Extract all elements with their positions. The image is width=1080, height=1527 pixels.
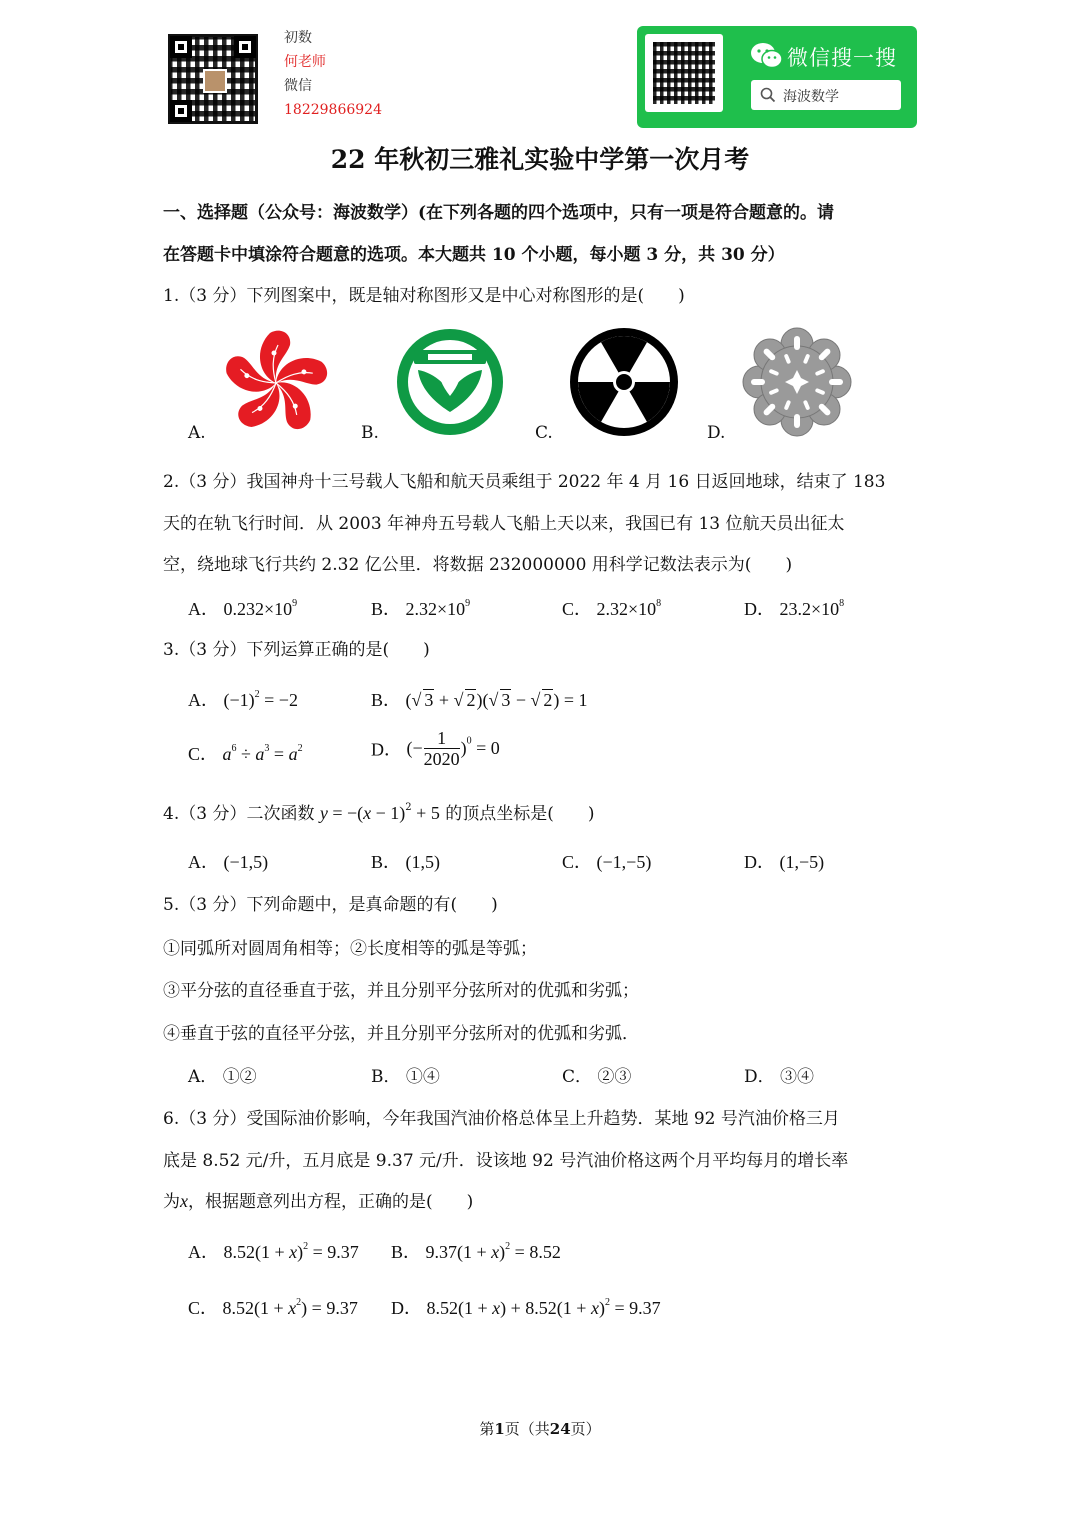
q6-d-exp: 2 <box>604 1297 610 1308</box>
q5-option-d <box>744 1062 814 1087</box>
q2-option-a <box>188 595 297 621</box>
q5-stem: 5.（3 分）下列命题中，是真命题的有( ) <box>163 895 498 915</box>
q3-a-base: (−1) <box>223 690 255 710</box>
q3-c-var-3: a <box>288 744 298 764</box>
qr-code-image <box>168 34 258 124</box>
q3-b-minus: − <box>511 690 531 710</box>
q1-option-a: A. <box>188 423 206 443</box>
q2-option-c-base: 2.32×10 <box>596 599 657 619</box>
gray-ornament-icon <box>741 326 853 438</box>
q3-option-b: B． (√ 3 + √ 2)(√ 3 − √ 2) = 1 <box>371 690 588 710</box>
q4-option-d <box>744 848 824 874</box>
q5-option-a-label: A． <box>188 1067 218 1087</box>
q3-d-denominator: 2020 <box>423 749 460 769</box>
q3-option-b-label: B． <box>371 690 402 710</box>
q6-c-part-1: 8.52(1 + <box>222 1298 289 1318</box>
q3-option-d-label: D． <box>371 739 402 760</box>
q4-eq-1: = −( <box>327 803 364 823</box>
q2-option-d-exp: 8 <box>839 598 845 609</box>
q3-b-root-3: 3 <box>501 690 511 710</box>
q5-option-c-text: ②③ <box>597 1067 632 1087</box>
footer-mid: 页（共 <box>504 1420 550 1438</box>
q2-stem-line-1: 2.（3 分）我国神舟十三号载人飞船和航天员乘组于 2022 年 4 月 16 日返回地球，结束了 183 <box>163 472 886 492</box>
q3-b-rhs: ) = 1 <box>553 690 588 710</box>
q4-option-b-text: (1,5) <box>405 852 441 872</box>
q6-option-c <box>188 1294 358 1320</box>
q1-option-b: B. <box>361 423 379 443</box>
q6-d-part-1: 8.52(1 + <box>426 1298 493 1318</box>
q2-option-b-exp: 9 <box>465 598 471 609</box>
section-header-line-2: 在答题卡中填涂符合题意的选项。本大题共 10 个小题，每小题 3 分，共 30 分） <box>163 245 785 265</box>
q5-option-d-text: ③④ <box>780 1067 815 1087</box>
q6-b-var: x <box>491 1242 500 1262</box>
q1-option-d: D. <box>707 423 726 443</box>
page-title: 22 年秋初三雅礼实验中学第一次月考 <box>330 145 750 174</box>
q3-b-plus: + <box>434 690 454 710</box>
wechat-qr-code <box>653 42 715 104</box>
q6-c-part-2: ) = 9.37 <box>301 1298 358 1318</box>
q4-option-a-label: A． <box>188 852 219 872</box>
q3-d-open: (− <box>406 738 423 758</box>
wechat-search-text: 海波数学 <box>783 89 839 105</box>
q4-var-x: x <box>363 803 372 823</box>
q3-b-mid: )( <box>476 690 489 710</box>
q6-d-part-4: = 9.37 <box>609 1298 661 1318</box>
q6-c-var: x <box>288 1298 297 1318</box>
q6-a-part-1: 8.52(1 + <box>223 1242 290 1262</box>
q3-option-a <box>188 686 298 712</box>
q3-c-var-2: a <box>255 744 265 764</box>
q1-option-c: C. <box>535 423 553 443</box>
q6-stem3-pre: 为 <box>163 1192 180 1212</box>
q4-option-d-label: D． <box>744 852 775 872</box>
q3-c-eq: = <box>269 744 289 764</box>
q4-option-d-text: (1,−5) <box>779 852 825 872</box>
q6-var-x: x <box>180 1191 188 1211</box>
q5-option-a <box>188 1062 257 1087</box>
q3-c-var-1: a <box>222 744 232 764</box>
q3-c-div: ÷ <box>236 744 256 764</box>
q2-option-d <box>744 595 844 621</box>
q3-b-root-1: 3 <box>424 690 434 710</box>
q5-option-c <box>562 1062 631 1087</box>
q6-option-c-label: C． <box>188 1298 219 1318</box>
q6-d-var-2: x <box>590 1298 599 1318</box>
q6-b-part-1: 9.37(1 + <box>425 1242 492 1262</box>
q2-stem-line-3: 空，绕地球飞行共约 2.32 亿公里．将数据 232000000 用科学记数法表示为( ) <box>163 555 793 575</box>
q5-option-b-label: B． <box>371 1067 401 1087</box>
q6-d-part-2: ) + 8.52(1 + <box>500 1298 591 1318</box>
q3-c-exp-2: 3 <box>264 743 270 754</box>
contact-info <box>284 26 382 122</box>
q4-eq-3: + 5 <box>411 803 440 823</box>
bauhinia-flower-icon <box>218 325 334 441</box>
q5-option-b-text: ①④ <box>405 1067 440 1087</box>
q5-option-b <box>371 1062 440 1087</box>
q4-exp: 2 <box>405 802 412 813</box>
q6-option-a <box>188 1238 359 1264</box>
q6-d-part-3: ) <box>598 1298 605 1318</box>
section-header-line-1: 一、选择题（公众号：海波数学）(在下列各题的四个选项中，只有一项是符合题意的。请 <box>163 203 835 223</box>
q2-option-b-base: 2.32×10 <box>405 599 466 619</box>
q4-option-c <box>562 848 651 874</box>
q5-statement-2: ③平分弦的直径垂直于弦，并且分别平分弦所对的优弧和劣弧； <box>163 981 639 1001</box>
q2-option-c-exp: 8 <box>656 598 662 609</box>
q6-stem-line-1: 6.（3 分）受国际油价影响，今年我国汽油价格总体呈上升趋势．某地 92 号汽油价格三月 <box>163 1109 840 1129</box>
q3-d-close: ) <box>460 738 467 758</box>
q6-stem-line-2: 底是 8.52 元/升，五月底是 9.37 元/升．设该地 92 号汽油价格这两个月平均每月的增长率 <box>163 1151 849 1171</box>
contact-teacher: 何老师 <box>284 54 326 70</box>
q3-c-exp-3: 2 <box>297 743 303 754</box>
footer-page-number: 1 <box>494 1420 505 1438</box>
q6-c-exp: 2 <box>296 1297 302 1308</box>
q6-option-b-label: B． <box>391 1242 422 1262</box>
q6-a-part-3: = 9.37 <box>308 1242 359 1262</box>
q6-a-part-2: ) <box>297 1242 304 1262</box>
q3-option-c <box>188 740 303 766</box>
footer-pre: 第 <box>479 1420 495 1438</box>
q6-option-b <box>391 1238 561 1264</box>
wechat-search-title: 微信搜一搜 <box>787 46 897 70</box>
q4-option-c-text: (−1,−5) <box>596 852 652 872</box>
q5-option-c-label: C． <box>562 1067 593 1087</box>
q2-option-a-base: 0.232×10 <box>223 599 293 619</box>
wechat-logo-icon <box>750 42 784 70</box>
q6-b-part-3: = 8.52 <box>510 1242 561 1262</box>
q3-a-rhs: = −2 <box>259 690 298 710</box>
q2-option-d-base: 23.2×10 <box>779 599 840 619</box>
q4-option-a-text: (−1,5) <box>223 852 269 872</box>
q3-option-c-label: C． <box>188 744 219 764</box>
q5-option-a-text: ①② <box>222 1067 257 1087</box>
q4-option-b <box>371 848 440 874</box>
contact-line-1: 初数 <box>284 30 312 46</box>
wechat-search-box[interactable] <box>751 80 901 110</box>
q3-stem: 3.（3 分）下列运算正确的是( ) <box>163 640 430 660</box>
q4-eq-2: − 1) <box>371 803 406 823</box>
q4-option-a <box>188 848 268 874</box>
q2-option-c-label: C． <box>562 599 593 619</box>
wechat-search-banner <box>637 26 917 128</box>
q3-option-a-label: A． <box>188 690 219 710</box>
green-food-logo-icon <box>394 326 506 438</box>
q3-d-rhs: = 0 <box>471 738 500 758</box>
q6-stem3-post: ，根据题意列出方程，正确的是( ) <box>188 1192 474 1212</box>
q6-a-exp: 2 <box>303 1241 309 1252</box>
q6-d-var-1: x <box>492 1298 501 1318</box>
q3-c-exp-1: 6 <box>231 743 237 754</box>
q6-a-var: x <box>289 1242 298 1262</box>
q6-b-exp: 2 <box>505 1241 511 1252</box>
page-footer <box>0 1418 1080 1439</box>
q3-option-d <box>371 728 500 769</box>
q6-b-part-2: ) <box>499 1242 506 1262</box>
q3-d-fraction <box>424 728 460 769</box>
q5-option-d-label: D． <box>744 1067 775 1087</box>
q2-option-b-label: B． <box>371 599 402 619</box>
radiation-symbol-icon <box>568 326 680 438</box>
q3-b-root-4: 2 <box>543 690 553 710</box>
q6-stem-line-3 <box>163 1187 473 1212</box>
q6-option-a-label: A． <box>188 1242 219 1262</box>
q5-statement-1: ①同弧所对圆周角相等；②长度相等的弧是等弧； <box>163 939 537 959</box>
q6-option-d-label: D． <box>391 1298 422 1318</box>
q2-option-b <box>371 595 470 621</box>
q3-d-numerator: 1 <box>424 728 460 749</box>
q3-b-paren: ( <box>405 690 412 710</box>
q6-option-d <box>391 1294 661 1320</box>
q2-option-d-label: D． <box>744 599 775 619</box>
q4-stem-pre: 4.（3 分）二次函数 <box>163 804 320 824</box>
q4-stem-post: 的顶点坐标是( ) <box>439 804 595 824</box>
q3-a-exp: 2 <box>254 689 260 700</box>
footer-total-pages: 24 <box>549 1420 571 1438</box>
contact-wechat-label: 微信 <box>284 78 312 94</box>
q2-option-c <box>562 595 661 621</box>
q4-option-b-label: B． <box>371 852 402 872</box>
q2-stem-line-2: 天的在轨飞行时间．从 2003 年神舟五号载人飞船上天以来，我国已有 13 位航天员出征太 <box>163 514 845 534</box>
q4-var-y: y <box>319 803 328 823</box>
q4-stem <box>163 799 595 824</box>
search-icon <box>760 87 776 103</box>
q3-d-exp: 0 <box>466 735 472 747</box>
q3-b-root-2: 2 <box>466 690 476 710</box>
q2-option-a-exp: 9 <box>292 598 298 609</box>
q2-option-a-label: A． <box>188 599 219 619</box>
footer-post: 页） <box>570 1420 601 1438</box>
q4-option-c-label: C． <box>562 852 593 872</box>
q1-stem: 1.（3 分）下列图案中，既是轴对称图形又是中心对称图形的是( ) <box>163 286 685 306</box>
q5-statement-3: ④垂直于弦的直径平分弦，并且分别平分弦所对的优弧和劣弧． <box>163 1024 639 1044</box>
contact-phone: 18229866924 <box>284 102 382 118</box>
